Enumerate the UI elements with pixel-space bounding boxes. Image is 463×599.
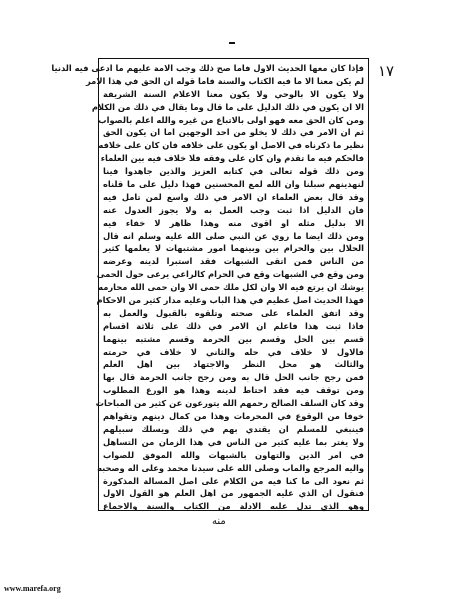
manuscript-line: فان الدليل اذا ثبت وجب العمل به ولا يجوز العدول عنه — [103, 204, 364, 215]
manuscript-line: وقد كان السلف الصالح رحمهم الله يتورعون عن كثير من المباحات — [95, 398, 364, 409]
manuscript-line: ومن ذلك قوله تعالى في كتابه العزيز والذين جاهدوا فينا — [103, 166, 364, 177]
manuscript-line: فهذا الحديث اصل عظيم في هذا الباب وعليه مدار كثير من الاحكام — [96, 295, 364, 306]
manuscript-line: فاذا ثبت هذا فاعلم ان الامر في ذلك على ثلاثة اقسام — [103, 320, 364, 331]
manuscript-line: والثالث هو محل النظر والاجتهاد بين اهل العلم — [103, 359, 364, 370]
manuscript-line: فإذا كان معها الحديث الاول فاما صح ذلك وجب الامة عليهم ما ادعى فيه الدنيا — [51, 63, 364, 73]
manuscript-line: وهو الذي تدل عليه الادلة من الكتاب والسنة والاجماع — [103, 501, 364, 512]
manuscript-line: فينبغي للمسلم ان يقتدي بهم في ذلك ويسلك سبيلهم — [103, 423, 364, 434]
manuscript-line: ومن ذلك ايضا ما روي عن النبي صلى الله عليه وسلم انه قال — [103, 230, 364, 241]
manuscript-line: فمن رجح جانب الحل قال به ومن رجح جانب الحرمة قال بها — [103, 372, 364, 383]
manuscript-line: ومن كان الحق معه فهو اولى بالاتباع من غيره والله اعلم بالصواب — [98, 114, 364, 125]
manuscript-line: فالاول لا خلاف في حله والثاني لا خلاف في حرمته — [103, 346, 364, 357]
manuscript-line: ثم نعود الى ما كنا فيه من الكلام على اصل المسالة المذكورة — [103, 475, 364, 486]
source-watermark: www.marefa.org — [4, 584, 61, 593]
manuscript-line: ولا يكون الا بالوحي ولا يكون معنا الاعلام السنة الشريفة — [103, 88, 364, 99]
manuscript-line: ولا يغتر بما عليه كثير من الناس في هذا الزمان من التساهل — [103, 436, 364, 447]
page-top-mark — [229, 42, 235, 44]
manuscript-line: لنهدينهم سبلنا وان الله لمع المحسنين فهذا دليل على ما قلناه — [103, 179, 364, 190]
manuscript-line: فنقول ان الذي عليه الجمهور من اهل العلم هو القول الاول — [103, 488, 364, 499]
manuscript-line: لم يكن معنا الا ما فيه الكتاب والسنة فاما قوله ان الحق في هذا الامر — [86, 75, 364, 86]
manuscript-line: الحلال بين والحرام بين وبينهما امور مشتبهات لا يعلمها كثير — [103, 243, 364, 254]
manuscript-line: من الناس فمن اتقى الشبهات فقد استبرا لدينه وعرضه — [103, 256, 364, 267]
manuscript-line: في امر الدين والتهاون بالشبهات والله الموفق للصواب — [103, 449, 364, 460]
manuscript-line: ثم ان الامر في ذلك لا يخلو من احد الوجهين اما ان يكون الحق — [103, 127, 364, 138]
manuscript-line: قسم بين الحل وقسم بين الحرمة وقسم مشتبه بينهما — [103, 333, 364, 344]
manuscript-line: وقد قال بعض العلماء ان الامر في ذلك واسع لمن تامل فيه — [103, 191, 364, 202]
folio-number: ١٧ — [378, 62, 395, 80]
manuscript-line: فالحكم فيه ما تقدم وان كان على وفقه فلا خلاف فيه بين العلماء — [100, 153, 364, 164]
manuscript-line: ومن وقع في الشبهات وقع في الحرام كالراعي يرعى حول الحمى — [96, 269, 364, 280]
manuscript-page — [51, 58, 369, 512]
manuscript-line: الا ان يكون في ذلك الدليل على ما قال وما يقال في ذلك من الكلام — [91, 101, 364, 112]
manuscript-line: نظير ما ذكرناه في الاصل او يكون على خلافه فان كان على خلافه — [98, 140, 364, 151]
manuscript-line: خوفا من الوقوع في المحرمات وهذا من كمال دينهم وتقواهم — [103, 411, 364, 422]
catchword: منه — [212, 516, 226, 527]
manuscript-line: الا بدليل مثله او اقوى منه وهذا ظاهر لا خفاء فيه — [103, 217, 364, 228]
manuscript-line: واليه المرجع والماب وصلى الله على سيدنا محمد وعلى اله وصحبه — [97, 462, 364, 473]
manuscript-text-block — [51, 62, 364, 512]
manuscript-line: وقد اتفق العلماء على صحته وتلقوه بالقبول والعمل به — [103, 307, 364, 318]
manuscript-line: يوشك ان يرتع فيه الا وان لكل ملك حمى الا وان حمى الله محارمه — [98, 282, 364, 293]
manuscript-line: ومن توقف فيه فقد احتاط لدينه وهذا هو الورع المطلوب — [103, 385, 364, 396]
